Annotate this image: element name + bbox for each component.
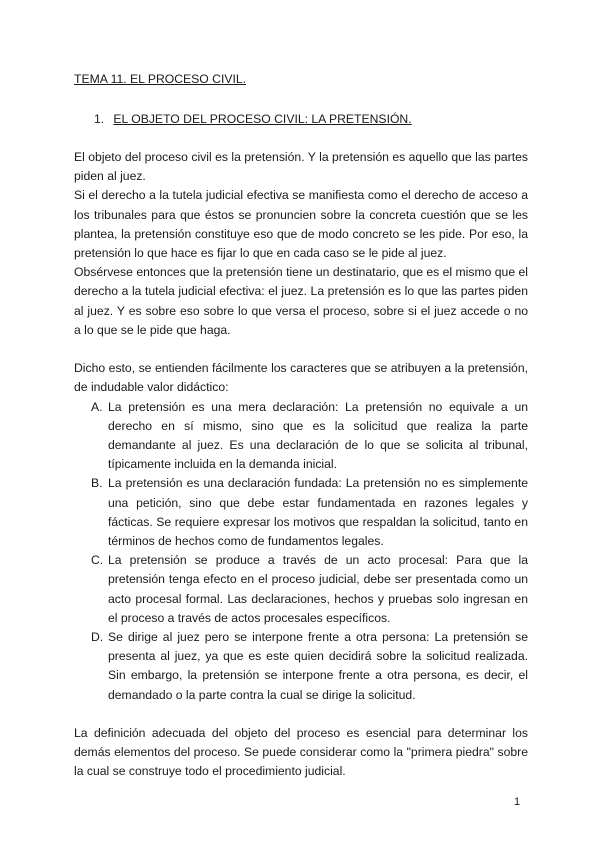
list-item-text: La pretensión es una declaración fundada: La pretensión no es simplemente una petición, sino que debe estar fundamentada en razones legales y fácticas. Se requiere expresar los motivos que respaldan la solicitud, tanto en términos de hechos como de fundamentos legales. xyxy=(108,476,528,549)
section-heading xyxy=(94,112,412,126)
list-marker: D. xyxy=(91,630,104,645)
list-item-text: Se dirige al juez pero se interpone frente a otra persona: La pretensión se presenta al juez, ya que es este quien decidirá sobre la solicitud realizada. Sin embargo, la pretensión se interpone frente a otra persona, es decir, el demandado o la parte contra la cual se dirige la solicitud. xyxy=(108,630,528,702)
page-number: 1 xyxy=(514,796,521,808)
list-marker: B. xyxy=(91,476,103,491)
list-intro-paragraph: Dicho esto, se entienden fácilmente los caracteres que se atribuyen a la pretensión, de indudable valor didáctico: xyxy=(74,361,528,395)
list-item xyxy=(74,398,528,475)
list-item xyxy=(74,474,528,551)
list-item-text: La pretensión se produce a través de un acto procesal: Para que la pretensión tenga efecto en el proceso judicial, debe ser presentada como un acto procesal formal. Las declaraciones, hechos y pruebas solo ingresan en el proceso a través de actos procesales específicos. xyxy=(108,553,528,625)
characteristics-list xyxy=(74,398,528,705)
paragraph: Obsérvese entonces que la pretensión tiene un destinatario, que es el mismo que el derecho a la tutela judicial efectiva: el juez. La pretensión es lo que las partes piden al juez. Y es sobre eso sobre lo que versa el proceso, sobre si el juez accede o no a lo que se le pide que haga. xyxy=(74,265,528,337)
list-marker: A. xyxy=(91,399,103,414)
document-body xyxy=(74,148,528,782)
paragraph-gap xyxy=(74,340,528,359)
list-marker: C. xyxy=(91,553,104,568)
paragraph: Si el derecho a la tutela judicial efectiva se manifiesta como el derecho de acceso a los tribunales para que éstos se pronuncien sobre la concreta cuestión que se les plantea, la pretensión constituye eso que de modo concreto se les pide. Por eso, la pretensión lo que hace es fijar lo que en cada caso se le pide al juez. xyxy=(74,188,528,261)
list-item xyxy=(74,551,528,628)
closing-paragraph: La definición adecuada del objeto del proceso es esencial para determinar los demás elementos del proceso. Se puede considerar como la "primera piedra" sobre la cual se construye todo el procedimiento judicial. xyxy=(74,726,528,779)
paragraph-gap xyxy=(74,705,528,724)
section-heading-text: EL OBJETO DEL PROCESO CIVIL: LA PRETENSIÓN. xyxy=(113,112,412,126)
paragraph: El objeto del proceso civil es la pretensión. Y la pretensión es aquello que las partes piden al juez. xyxy=(74,150,528,184)
list-item xyxy=(74,628,528,705)
list-item-text: La pretensión es una mera declaración: La pretensión no equivale a un derecho en sí mismo, sino que es la solicitud que realiza la parte demandante al juez. Es una declaración de lo que se solicita al tribunal, típicamente incluida en la demanda inicial. xyxy=(108,399,528,472)
section-number: 1. xyxy=(94,112,105,126)
page-title: TEMA 11. EL PROCESO CIVIL. xyxy=(74,72,247,86)
